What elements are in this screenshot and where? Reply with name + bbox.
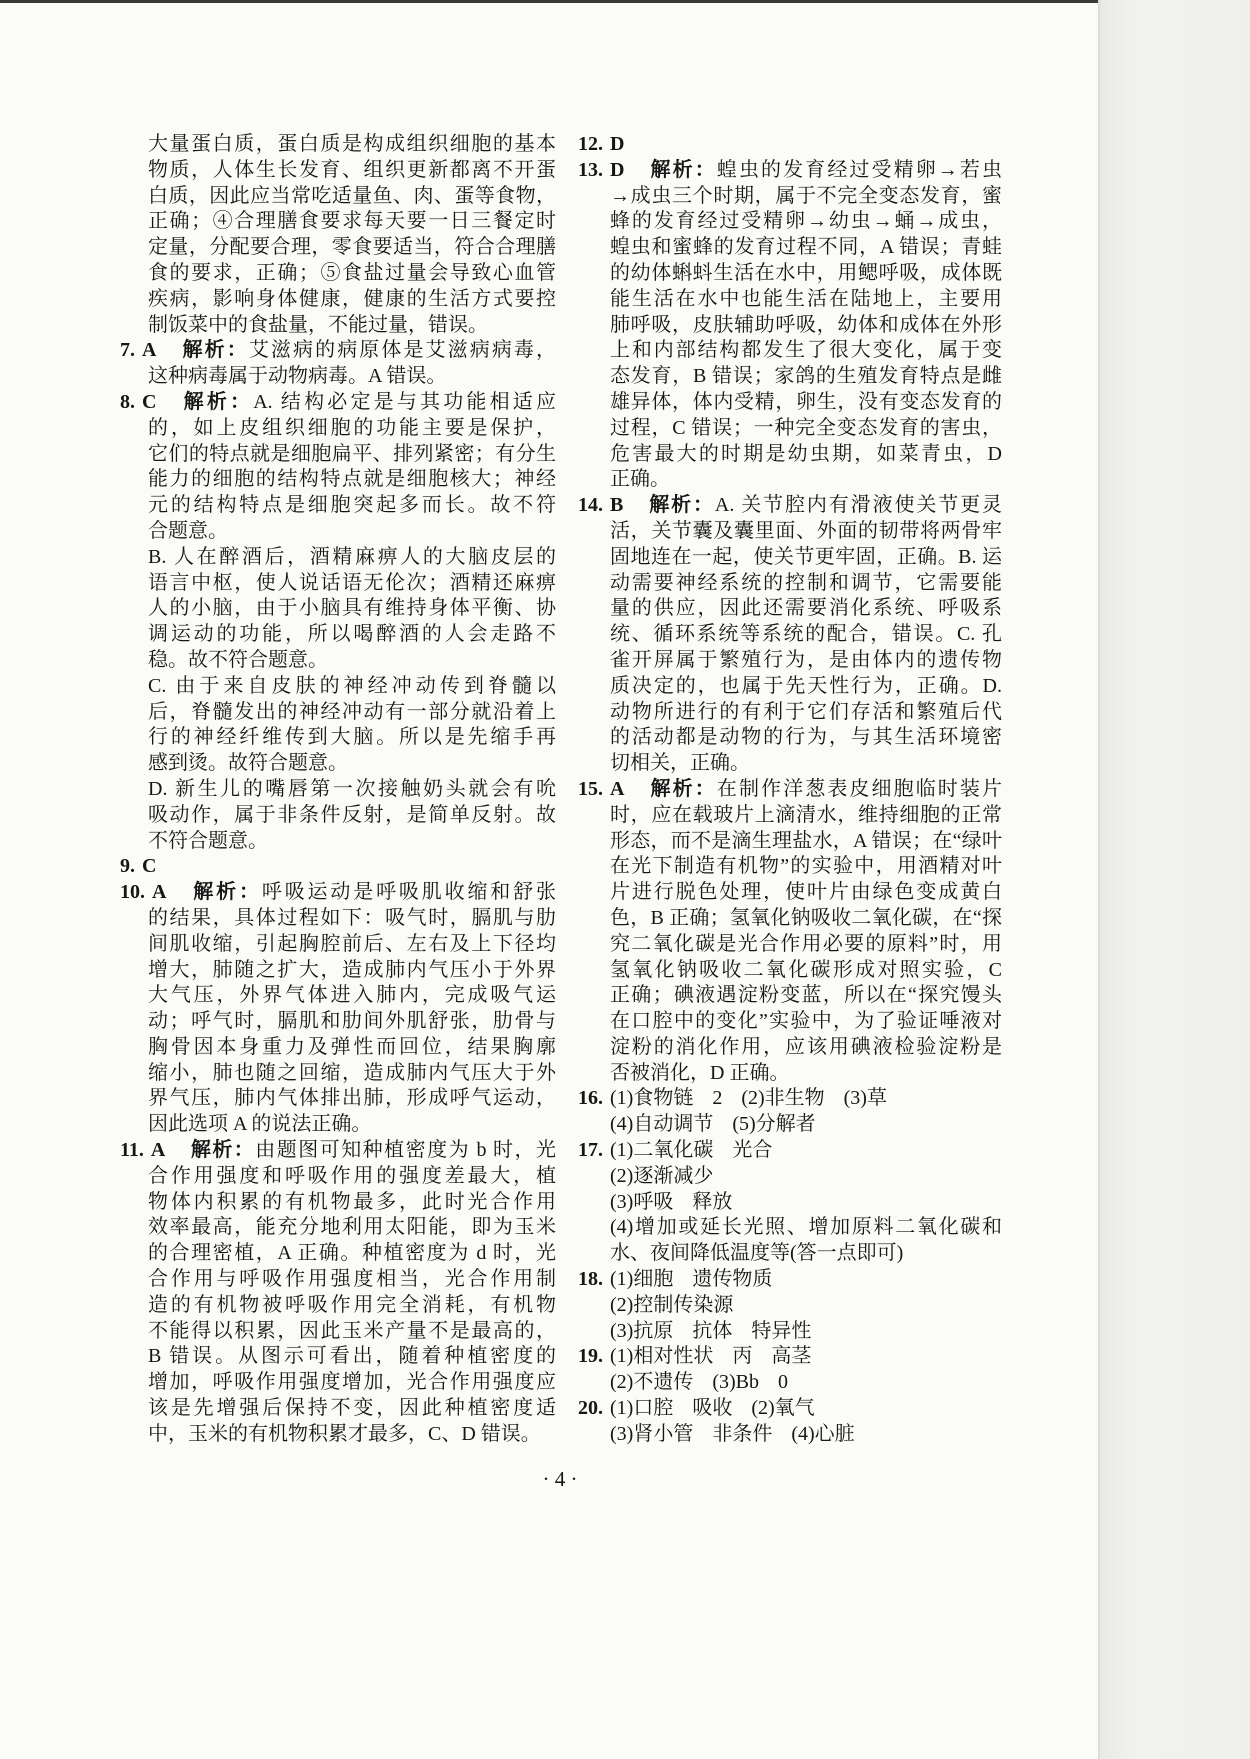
line-text: 的，如上皮组织细胞的功能主要是保护， <box>148 416 556 439</box>
answer-line <box>148 571 556 597</box>
line-text: 增加，呼吸作用强度增加，光合作用强度应 <box>148 1371 556 1394</box>
line-text: (4)增加或延长光照、增加原料二氧化碳和 <box>610 1216 1002 1239</box>
answer-choice: D <box>610 158 625 181</box>
answer-line <box>148 132 556 158</box>
question-number: 16. <box>578 1087 603 1110</box>
answer-line <box>610 442 1002 468</box>
answer-line <box>610 854 1002 880</box>
answer-line <box>148 416 556 442</box>
answer-choice: A <box>610 777 625 800</box>
answer-line <box>148 1086 556 1112</box>
answer-line <box>120 1138 556 1164</box>
answer-item <box>120 390 556 854</box>
answer-line <box>120 854 556 880</box>
analysis-label: 解析： <box>647 494 715 517</box>
answer-item <box>578 1086 1002 1138</box>
answer-line <box>610 209 1002 235</box>
line-text: 色，B 正确；氢氧化钠吸收二氧化碳，在“探 <box>610 906 1002 929</box>
line-text: A. 结构必定是与其功能相适应 <box>253 390 556 413</box>
line-text: B 错误。从图示可看出，随着种植密度的 <box>148 1345 556 1368</box>
answer-line <box>610 467 1002 493</box>
answer-line <box>578 132 1002 158</box>
scan-top-edge <box>0 0 1250 3</box>
answer-line <box>610 184 1002 210</box>
line-text: 时，应在载玻片上滴清水，维持细胞的正常 <box>610 803 1002 826</box>
answer-item <box>578 132 1002 158</box>
answer-line <box>148 958 556 984</box>
line-text: 物体内积累的有机物最多，此时光合作用 <box>148 1190 556 1213</box>
answer-line <box>148 648 556 674</box>
line-text: 物质，人体生长发育、组织更新都离不开蛋 <box>148 158 556 181</box>
analysis-label: 解析： <box>648 158 717 181</box>
line-text: 因此选项 A 的说法正确。 <box>148 1113 372 1136</box>
answer-line <box>610 1035 1002 1061</box>
answer-line <box>578 1138 1002 1164</box>
answer-line <box>148 1009 556 1035</box>
answer-line <box>610 596 1002 622</box>
line-text: 量的供应，因此还需要消化系统、呼吸系 <box>610 597 1002 620</box>
line-text: C. 由于来自皮肤的神经冲动传到脊髓以 <box>148 674 556 697</box>
analysis-label: 解析： <box>189 1139 256 1162</box>
answer-line <box>148 313 556 339</box>
answer-line <box>148 700 556 726</box>
answer-line <box>148 725 556 751</box>
line-text: 感到烫。故符合题意。 <box>148 752 348 775</box>
answer-choice: A <box>152 881 167 904</box>
line-text: 质决定的，也属于先天性行为，正确。D. <box>610 674 1002 697</box>
line-text: 元的结构特点是细胞突起多而长。故不符 <box>148 494 556 517</box>
answer-line <box>578 1267 1002 1293</box>
line-text: 效率最高，能充分地利用太阳能，即为玉米 <box>148 1216 556 1239</box>
answer-line <box>148 235 556 261</box>
line-text: 过程，C 错误；一种完全变态发育的害虫， <box>610 416 1002 439</box>
line-text: (1)细胞 遗传物质 <box>610 1268 773 1291</box>
answer-line <box>148 932 556 958</box>
line-text: B. 人在醉酒后，酒精麻痹人的大脑皮层的 <box>148 545 556 568</box>
answer-line <box>148 545 556 571</box>
answer-line <box>610 235 1002 261</box>
line-text: 否被消化，D 正确。 <box>610 1061 790 1084</box>
line-text: 吸动作，属于非条件反射，是简单反射。故 <box>148 803 556 826</box>
line-text: 蜂的发育经过受精卵→幼虫→蛹→成虫， <box>610 210 1002 233</box>
line-text: (2)控制传染源 <box>610 1293 734 1316</box>
answer-line <box>610 1112 1002 1138</box>
line-text: 合作用与呼吸作用强度相当，光合作用制 <box>148 1268 556 1291</box>
answer-line <box>610 1241 1002 1267</box>
answer-line <box>578 158 1002 184</box>
line-text: 增大，肺随之扩大，造成肺内气压小于外界 <box>148 958 556 981</box>
answer-line <box>120 880 556 906</box>
answer-line <box>610 1215 1002 1241</box>
answer-line <box>148 1215 556 1241</box>
line-text: 不符合题意。 <box>148 829 268 852</box>
line-text: 稳。故不符合题意。 <box>148 648 328 671</box>
answer-item <box>120 880 556 1138</box>
answer-line <box>610 829 1002 855</box>
line-text: 淀粉的消化作用，应该用碘液检验淀粉是 <box>610 1035 1002 1058</box>
line-text: (4)自动调节 (5)分解者 <box>610 1113 816 1136</box>
line-text: 调运动的功能，所以喝醉酒的人会走路不 <box>148 623 556 646</box>
answer-line <box>610 1190 1002 1216</box>
answer-line <box>610 674 1002 700</box>
line-text: 该是先增强后保持不变，因此种植密度适 <box>148 1397 556 1420</box>
question-number: 14. <box>578 494 603 517</box>
line-text: 究二氧化碳是光合作用必要的原料”时，用 <box>610 932 1002 955</box>
answer-line <box>610 725 1002 751</box>
line-text: (3)肾小管 非条件 (4)心脏 <box>610 1422 855 1445</box>
answer-item <box>120 132 556 338</box>
line-text: 水、夜间降低温度等(答一点即可) <box>610 1242 904 1265</box>
line-text: 造的有机物被呼吸作用完全消耗，有机物 <box>148 1293 556 1316</box>
question-number: 7. <box>120 339 135 362</box>
answer-line <box>148 777 556 803</box>
answer-line <box>610 390 1002 416</box>
answer-line <box>610 1009 1002 1035</box>
answer-line <box>610 338 1002 364</box>
answer-line <box>578 1344 1002 1370</box>
answer-line <box>610 803 1002 829</box>
line-text: 能生活在水中也能生活在陆地上，主要用 <box>610 287 1002 310</box>
answer-column-left <box>120 132 556 1448</box>
answer-line <box>148 158 556 184</box>
line-text: (1)口腔 吸收 (2)氧气 <box>610 1397 815 1420</box>
line-text: 片进行脱色处理，使叶片由绿色变成黄白 <box>610 881 1002 904</box>
answer-line <box>148 1061 556 1087</box>
answer-item <box>578 158 1002 493</box>
answer-line <box>148 1190 556 1216</box>
answer-line <box>578 493 1002 519</box>
line-text: 呼吸运动是呼吸肌收缩和舒张 <box>261 881 556 904</box>
answer-line <box>578 1396 1002 1422</box>
scan-right-margin <box>1098 0 1250 1759</box>
line-text: 的活动都是动物的行为，与其生活环境密 <box>610 726 1002 749</box>
line-text: 能力的细胞的结构特点就是细胞核大；神经 <box>148 468 556 491</box>
line-text: 缩小，肺也随之回缩，造成肺内气压大于外 <box>148 1061 556 1084</box>
question-number: 20. <box>578 1397 603 1420</box>
line-text: (1)食物链 2 (2)非生物 (3)草 <box>610 1087 887 1110</box>
answer-column-right <box>578 132 1002 1448</box>
answer-item <box>578 493 1002 777</box>
line-text: 大气压，外界气体进入肺内，完成吸气运 <box>148 984 556 1007</box>
answer-line <box>148 1112 556 1138</box>
line-text: 氢氧化钠吸收二氧化碳形成对照实验，C <box>610 958 1002 981</box>
answer-line <box>148 1422 556 1448</box>
answer-line <box>610 519 1002 545</box>
answer-line <box>610 313 1002 339</box>
answer-line <box>610 1370 1002 1396</box>
answer-line <box>610 287 1002 313</box>
answer-choice: C <box>142 855 157 878</box>
line-text: 合题意。 <box>148 519 228 542</box>
line-text: 不能得以积累，因此玉米产量不是最高的， <box>148 1319 556 1342</box>
analysis-label: 解析： <box>648 777 717 800</box>
answer-line <box>610 958 1002 984</box>
answer-line <box>148 1035 556 1061</box>
line-text: 蝗虫和蜜蜂的发育过程不同，A 错误；青蛙 <box>610 236 1002 259</box>
answer-line <box>610 545 1002 571</box>
line-text: 在口腔中的变化”实验中，为了验证唾液对 <box>610 1010 1002 1033</box>
line-text: 定量，分配要合理，零食要适当，符合合理膳 <box>148 236 556 259</box>
line-text: 活，关节囊及囊里面、外面的韧带将两骨牢 <box>610 519 1002 542</box>
line-text: →成虫三个时期，属于不完全变态发育，蜜 <box>610 184 1002 207</box>
answer-line <box>578 1086 1002 1112</box>
answer-line <box>610 880 1002 906</box>
line-text: 雀开屏属于繁殖行为，是由体内的遗传物 <box>610 648 1002 671</box>
line-text: 切相关，正确。 <box>610 752 750 775</box>
line-text: 动物所进行的有利于它们存活和繁殖后代 <box>610 700 1002 723</box>
line-text: 正确；④合理膳食要求每天要一日三餐定时 <box>148 210 556 233</box>
answer-choice: D <box>610 133 625 155</box>
line-text: 动需要神经系统的控制和调节，它需要能 <box>610 571 1002 594</box>
line-text: 危害最大的时期是幼虫期，如菜青虫，D <box>610 442 1002 465</box>
answer-choice: A <box>142 339 157 362</box>
line-text: (1)相对性状 丙 高茎 <box>610 1345 812 1368</box>
line-text: 界气压，肺内气体排出肺，形成呼气运动， <box>148 1087 556 1110</box>
answer-item <box>578 777 1002 1087</box>
line-text: 正确。 <box>610 468 670 491</box>
question-number: 17. <box>578 1139 603 1162</box>
answer-line <box>610 571 1002 597</box>
answer-line <box>148 1319 556 1345</box>
line-text: (3)呼吸 释放 <box>610 1190 733 1213</box>
analysis-label: 解析： <box>180 339 249 362</box>
line-text: 艾滋病的病原体是艾滋病病毒， <box>248 339 556 362</box>
line-text: 白质，因此应当常吃适量鱼、肉、蛋等食物， <box>148 184 556 207</box>
line-text: 食的要求，正确；⑤食盐过量会导致心血管 <box>148 261 556 284</box>
answer-line <box>148 803 556 829</box>
answer-line <box>148 1396 556 1422</box>
answer-line <box>148 1293 556 1319</box>
answer-line <box>610 1319 1002 1345</box>
answer-line <box>148 1241 556 1267</box>
line-text: 的合理密植，A 正确。种植密度为 d 时，光 <box>148 1242 556 1265</box>
answer-line <box>148 519 556 545</box>
line-text: (2)不遗传 (3)Bb 0 <box>610 1371 788 1394</box>
answer-line <box>148 829 556 855</box>
line-text: 肺呼吸，皮肤辅助呼吸，幼体和成体在外形 <box>610 313 1002 336</box>
answer-line <box>148 261 556 287</box>
question-number: 13. <box>578 158 603 181</box>
answer-item <box>578 1344 1002 1396</box>
question-number: 11. <box>120 1139 144 1162</box>
answer-item <box>578 1267 1002 1344</box>
answer-line <box>148 1344 556 1370</box>
question-number: 12. <box>578 133 603 155</box>
line-text: 态发育，B 错误；家鸽的生殖发育特点是雌 <box>610 365 1002 388</box>
answer-choice: A <box>150 1139 166 1162</box>
line-text: 正确；碘液遇淀粉变蓝，所以在“探究馒头 <box>610 984 1002 1007</box>
line-text: 雄异体，体内受精，卵生，没有变态发育的 <box>610 390 1002 413</box>
answer-line <box>610 983 1002 1009</box>
answer-line <box>610 1293 1002 1319</box>
line-text: D. 新生儿的嘴唇第一次接触奶头就会有吮 <box>148 777 556 800</box>
answer-line <box>148 674 556 700</box>
question-number: 18. <box>578 1268 603 1291</box>
answer-line <box>148 596 556 622</box>
answer-line <box>610 906 1002 932</box>
answer-item <box>578 1138 1002 1267</box>
answer-line <box>148 209 556 235</box>
line-text: 动；呼气时，膈肌和肋间外肌舒张，肋骨与 <box>148 1010 556 1033</box>
question-number: 9. <box>120 855 135 878</box>
answer-line <box>610 751 1002 777</box>
line-text: 统、循环系统等系统的配合，错误。C. 孔 <box>610 623 1002 646</box>
answer-choice: B <box>610 494 624 517</box>
line-text: 合作用强度和呼吸作用的强度差最大，植 <box>148 1164 556 1187</box>
answer-item <box>578 1396 1002 1448</box>
line-text: 的结果，具体过程如下：吸气时，膈肌与肋 <box>148 906 556 929</box>
answer-line <box>148 364 556 390</box>
question-number: 8. <box>120 390 135 413</box>
answer-line <box>610 700 1002 726</box>
line-text: A. 关节腔内有滑液使关节更灵 <box>714 494 1002 517</box>
answer-line <box>148 751 556 777</box>
line-text: 形态，而不是滴生理盐水，A 错误；在“绿叶 <box>610 829 1002 852</box>
line-text: 疾病，影响身体健康，健康的生活方式要控 <box>148 287 556 310</box>
question-number: 19. <box>578 1345 603 1368</box>
answer-line <box>610 261 1002 287</box>
line-text: 的幼体蝌蚪生活在水中，用鳃呼吸，成体既 <box>610 261 1002 284</box>
answer-line <box>610 416 1002 442</box>
answer-line <box>610 1164 1002 1190</box>
answer-line <box>148 493 556 519</box>
answer-line <box>148 287 556 313</box>
answer-line <box>148 1370 556 1396</box>
line-text: 制饭菜中的食盐量，不能过量，错误。 <box>148 313 488 336</box>
line-text: 上和内部结构都发生了很大变化，属于变 <box>610 339 1002 362</box>
line-text: (2)逐渐减少 <box>610 1164 714 1187</box>
line-text: 人的小脑，由于小脑具有维持身体平衡、协 <box>148 597 556 620</box>
line-text: (1)二氧化碳 光合 <box>610 1139 773 1162</box>
line-text: 固地连在一起，使关节更牢固，正确。B. 运 <box>610 545 1002 568</box>
answer-line <box>148 184 556 210</box>
analysis-label: 解析： <box>180 390 254 413</box>
line-text: 这种病毒属于动物病毒。A 错误。 <box>148 365 447 388</box>
answer-line <box>120 338 556 364</box>
line-text: 在制作洋葱表皮细胞临时装片 <box>716 777 1002 800</box>
answer-line <box>610 622 1002 648</box>
answer-line <box>610 932 1002 958</box>
answer-line <box>148 1267 556 1293</box>
line-text: 胸骨因本身重力及弹性而回位，结果胸廓 <box>148 1035 556 1058</box>
line-text: 语言中枢，使人说话语无伦次；酒精还麻痹 <box>148 571 556 594</box>
answer-line <box>610 364 1002 390</box>
analysis-label: 解析： <box>190 881 262 904</box>
page-number: · 4 · <box>542 1467 578 1491</box>
answer-line <box>148 906 556 932</box>
answer-choice: C <box>142 390 157 413</box>
answer-line <box>578 777 1002 803</box>
line-text: 它们的特点就是细胞扁平、排列紧密；有分生 <box>148 442 556 465</box>
line-text: 中，玉米的有机物积累才最多，C、D 错误。 <box>148 1422 541 1445</box>
line-text: 行的神经纤维传到大脑。所以是先缩手再 <box>148 726 556 749</box>
line-text: 后，脊髓发出的神经冲动有一部分就沿着上 <box>148 700 556 723</box>
answer-line <box>148 467 556 493</box>
answer-item <box>120 338 556 390</box>
line-text: 间肌收缩，引起胸腔前后、左右及上下径均 <box>148 932 556 955</box>
line-text: (3)抗原 抗体 特异性 <box>610 1319 812 1342</box>
answer-line <box>148 1164 556 1190</box>
answer-line <box>610 1422 1002 1448</box>
answer-line <box>120 390 556 416</box>
question-number: 10. <box>120 881 145 904</box>
line-text: 在光下制造有机物”的实验中，用酒精对叶 <box>610 855 1002 878</box>
answer-line <box>148 983 556 1009</box>
line-text: 大量蛋白质，蛋白质是构成组织细胞的基本 <box>148 133 556 155</box>
answer-item <box>120 854 556 880</box>
answer-line <box>610 648 1002 674</box>
answer-line <box>148 622 556 648</box>
answer-line <box>610 1061 1002 1087</box>
answer-line <box>148 442 556 468</box>
line-text: 由题图可知种植密度为 b 时，光 <box>255 1139 556 1162</box>
line-text: 蝗虫的发育经过受精卵→若虫 <box>716 158 1002 181</box>
answer-item <box>120 1138 556 1448</box>
question-number: 15. <box>578 777 603 800</box>
